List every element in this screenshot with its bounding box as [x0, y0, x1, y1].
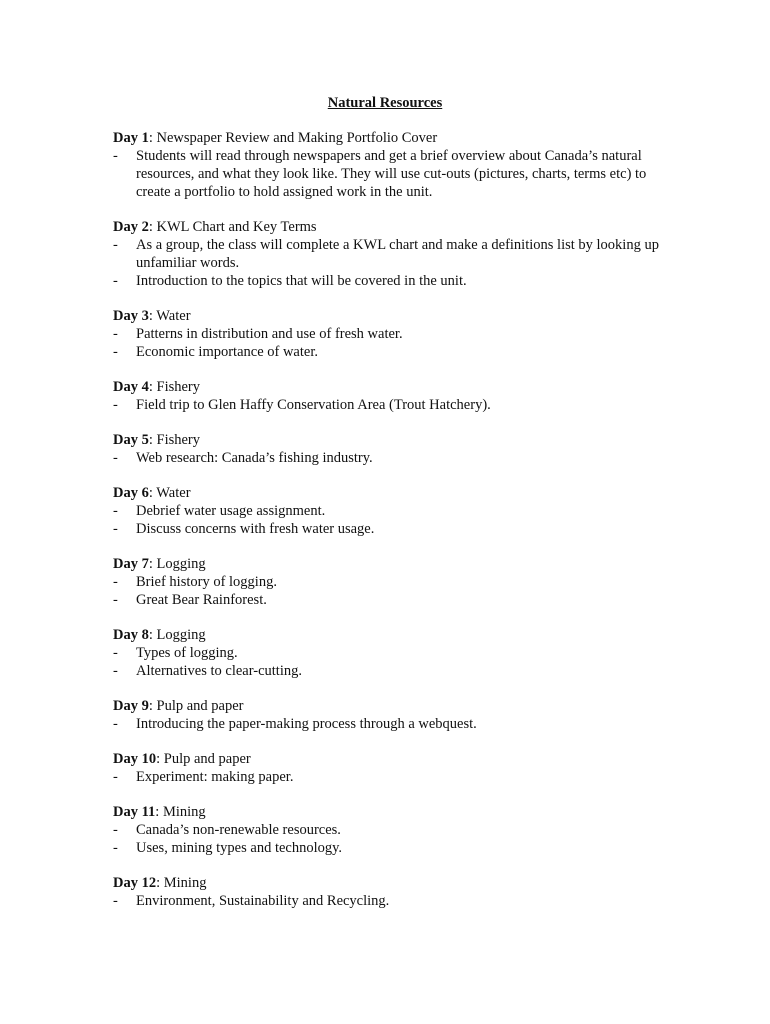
- bullet-item: [113, 821, 673, 839]
- bullet-item: [113, 662, 673, 680]
- dash-marker: -: [113, 574, 118, 590]
- day-entry: [113, 484, 673, 538]
- dash-marker: -: [113, 663, 118, 679]
- bullet-item: [113, 236, 673, 272]
- bullet-list: [113, 644, 673, 680]
- day-label: Day 3: [113, 308, 149, 324]
- bullet-item: [113, 502, 673, 520]
- day-entry: [113, 803, 673, 857]
- day-label: Day 6: [113, 485, 149, 501]
- bullet-item: [113, 591, 673, 609]
- bullet-text: Web research: Canada’s fishing industry.: [136, 450, 373, 466]
- bullet-text: As a group, the class will complete a KWL chart and make a definitions list by looking up unfamiliar words.: [136, 237, 659, 271]
- bullet-text: Introducing the paper-making process through a webquest.: [136, 716, 477, 732]
- day-heading: Day 11: Mining: [113, 804, 206, 820]
- day-topic: Water: [156, 485, 191, 501]
- bullet-item: [113, 449, 673, 467]
- day-topic: Logging: [156, 556, 206, 572]
- bullet-list: [113, 768, 673, 786]
- day-topic: Fishery: [156, 379, 201, 395]
- bullet-text: Discuss concerns with fresh water usage.: [136, 521, 375, 537]
- dash-marker: -: [113, 645, 118, 661]
- day-entry: [113, 307, 673, 361]
- dash-marker: -: [113, 273, 118, 289]
- bullet-item: [113, 325, 673, 343]
- day-topic: KWL Chart and Key Terms: [156, 219, 317, 235]
- day-topic: Fishery: [156, 432, 201, 448]
- day-label: Day 8: [113, 627, 149, 643]
- day-topic: Logging: [156, 627, 206, 643]
- day-entry: [113, 750, 673, 786]
- day-heading: Day 12: Mining: [113, 875, 207, 891]
- day-list: [113, 129, 673, 927]
- day-label: Day 12: [113, 875, 157, 891]
- day-heading: Day 10: Pulp and paper: [113, 751, 251, 767]
- day-heading: Day 9: Pulp and paper: [113, 698, 244, 714]
- bullet-text: Environment, Sustainability and Recycling.: [136, 893, 390, 909]
- bullet-text: Uses, mining types and technology.: [136, 840, 343, 856]
- day-heading: Day 7: Logging: [113, 556, 206, 572]
- bullet-text: Students will read through newspapers and get a brief overview about Canada’s natural resources, and what they look like. They will use cut-outs (pictures, charts, terms etc) to create a portfolio to hold assigned work in the unit.: [136, 148, 647, 200]
- day-heading: Day 6: Water: [113, 485, 191, 501]
- day-label: Day 2: [113, 219, 149, 235]
- day-topic: Newspaper Review and Making Portfolio Cover: [156, 130, 438, 146]
- bullet-item: [113, 715, 673, 733]
- day-entry: [113, 626, 673, 680]
- day-heading: Day 1: Newspaper Review and Making Portfolio Cover: [113, 130, 438, 146]
- bullet-text: Debrief water usage assignment.: [136, 503, 326, 519]
- day-heading: Day 4: Fishery: [113, 379, 201, 395]
- bullet-list: [113, 502, 673, 538]
- dash-marker: -: [113, 893, 118, 909]
- bullet-text: Economic importance of water.: [136, 344, 318, 360]
- day-label: Day 7: [113, 556, 149, 572]
- bullet-list: [113, 396, 673, 414]
- day-entry: [113, 874, 673, 910]
- bullet-list: [113, 236, 673, 290]
- dash-marker: -: [113, 521, 118, 537]
- day-topic: Pulp and paper: [163, 751, 251, 767]
- bullet-item: [113, 573, 673, 591]
- dash-marker: -: [113, 716, 118, 732]
- dash-marker: -: [113, 148, 118, 164]
- bullet-text: Introduction to the topics that will be covered in the unit.: [136, 273, 467, 289]
- day-topic: Water: [156, 308, 191, 324]
- dash-marker: -: [113, 237, 118, 253]
- bullet-item: [113, 644, 673, 662]
- day-entry: [113, 431, 673, 467]
- bullet-list: [113, 573, 673, 609]
- dash-marker: -: [113, 592, 118, 608]
- dash-marker: -: [113, 503, 118, 519]
- day-heading: Day 8: Logging: [113, 627, 206, 643]
- bullet-item: [113, 839, 673, 857]
- bullet-item: [113, 147, 673, 201]
- dash-marker: -: [113, 822, 118, 838]
- day-entry: [113, 218, 673, 290]
- bullet-item: [113, 272, 673, 290]
- day-label: Day 10: [113, 751, 157, 767]
- dash-marker: -: [113, 344, 118, 360]
- bullet-list: [113, 449, 673, 467]
- dash-marker: -: [113, 397, 118, 413]
- day-label: Day 11: [113, 804, 156, 820]
- bullet-item: [113, 396, 673, 414]
- bullet-text: Alternatives to clear-cutting.: [136, 663, 302, 679]
- day-topic: Pulp and paper: [156, 698, 244, 714]
- bullet-text: Canada’s non-renewable resources.: [136, 822, 341, 838]
- bullet-item: [113, 343, 673, 361]
- day-label: Day 5: [113, 432, 149, 448]
- bullet-text: Patterns in distribution and use of fresh water.: [136, 326, 403, 342]
- day-label: Day 9: [113, 698, 149, 714]
- dash-marker: -: [113, 326, 118, 342]
- day-label: Day 1: [113, 130, 149, 146]
- day-topic: Mining: [162, 804, 206, 820]
- day-entry: [113, 378, 673, 414]
- page-title: Natural Resources: [327, 95, 443, 111]
- day-topic: Mining: [163, 875, 207, 891]
- bullet-item: [113, 892, 673, 910]
- day-entry: [113, 555, 673, 609]
- day-heading: Day 2: KWL Chart and Key Terms: [113, 219, 317, 235]
- day-label: Day 4: [113, 379, 149, 395]
- bullet-list: [113, 325, 673, 361]
- bullet-list: [113, 892, 673, 910]
- dash-marker: -: [113, 450, 118, 466]
- bullet-list: [113, 821, 673, 857]
- bullet-list: [113, 715, 673, 733]
- day-entry: [113, 129, 673, 201]
- dash-marker: -: [113, 769, 118, 785]
- bullet-item: [113, 520, 673, 538]
- dash-marker: -: [113, 840, 118, 856]
- day-heading: Day 5: Fishery: [113, 432, 201, 448]
- bullet-text: Experiment: making paper.: [136, 769, 294, 785]
- bullet-text: Types of logging.: [136, 645, 238, 661]
- bullet-text: Great Bear Rainforest.: [136, 592, 267, 608]
- bullet-text: Brief history of logging.: [136, 574, 277, 590]
- day-entry: [113, 697, 673, 733]
- bullet-item: [113, 768, 673, 786]
- bullet-text: Field trip to Glen Haffy Conservation Area (Trout Hatchery).: [136, 397, 491, 413]
- day-heading: Day 3: Water: [113, 308, 191, 324]
- bullet-list: [113, 147, 673, 201]
